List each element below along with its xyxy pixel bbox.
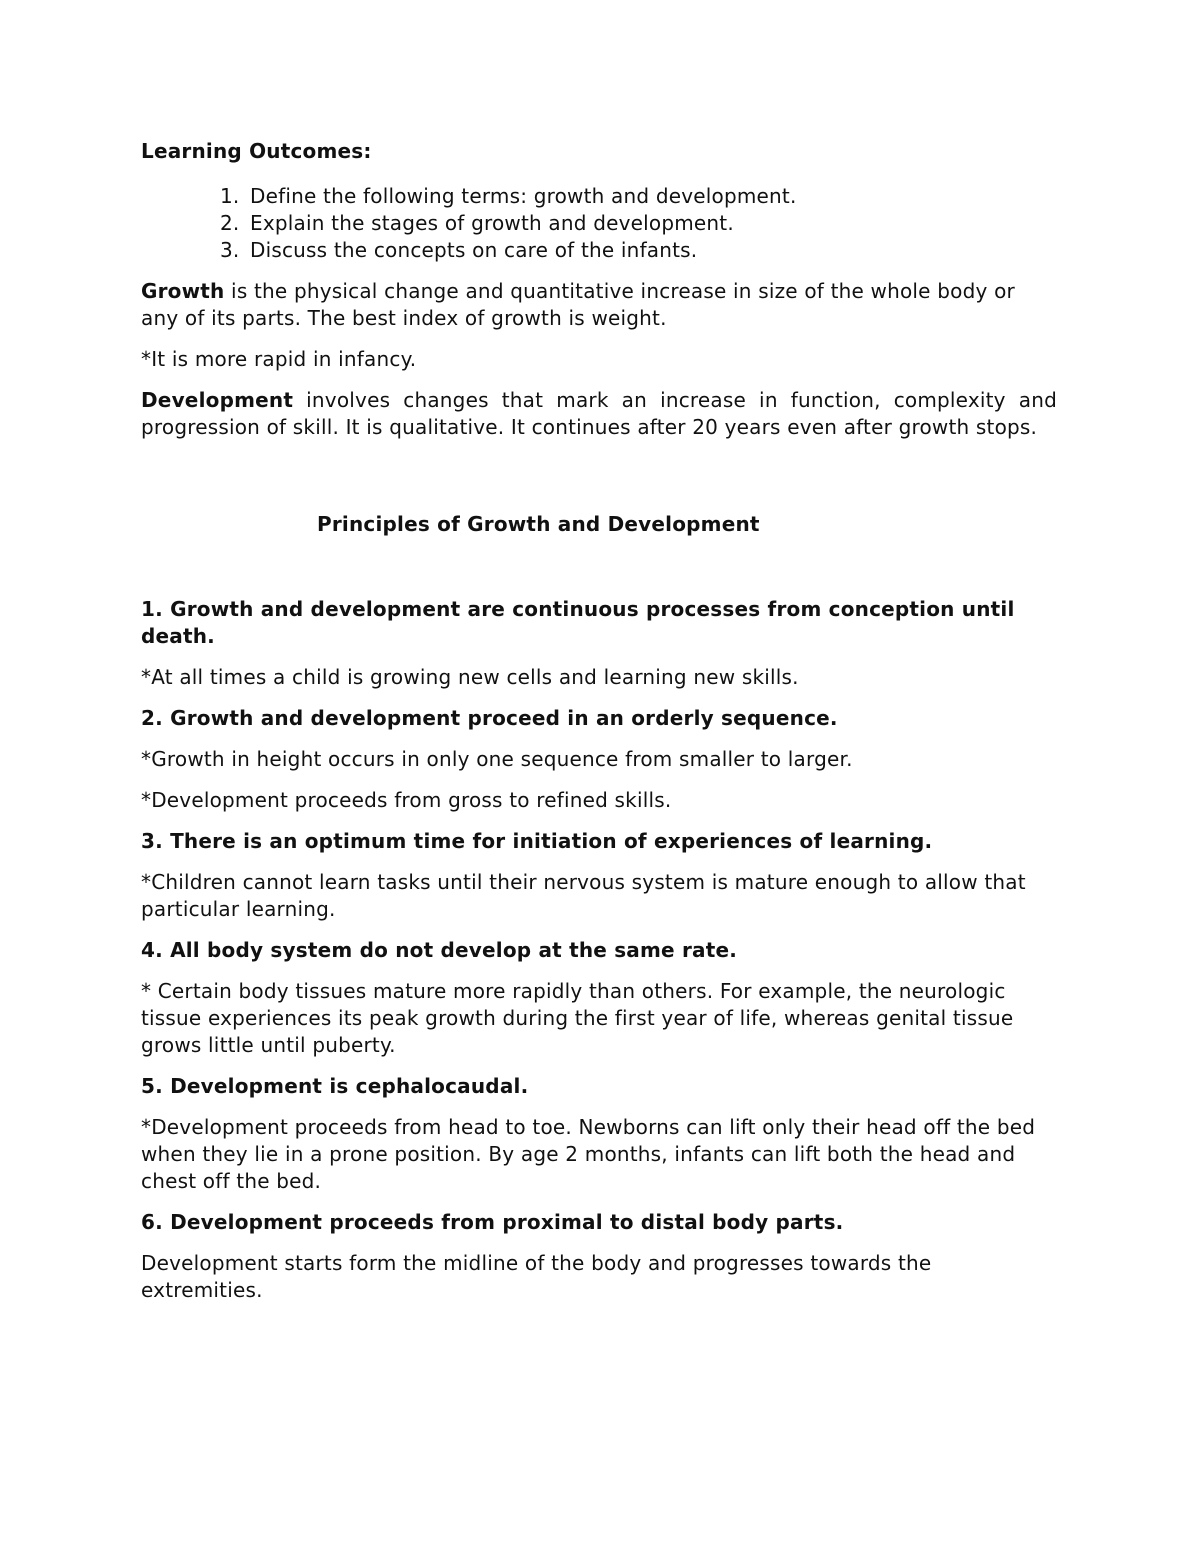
principle-heading-5: 5. Development is cephalocaudal. <box>141 1074 529 1098</box>
growth-text: is the physical change and quantitative increase in size of the whole body or any of its parts. The best index of growth is weight. <box>141 279 1015 330</box>
principle-heading-2: 2. Growth and development proceed in an orderly sequence. <box>141 706 838 730</box>
principle-note: Development starts form the midline of the body and progresses towards the extremities. <box>141 1251 932 1302</box>
list-item: 1. Define the following terms: growth and development. <box>246 183 1057 210</box>
principle-heading-4: 4. All body system do not develop at the same rate. <box>141 938 738 962</box>
development-definition <box>141 387 1057 441</box>
list-item: 2. Explain the stages of growth and development. <box>246 210 1057 237</box>
principle-heading-3: 3. There is an optimum time for initiation of experiences of learning. <box>141 829 933 853</box>
principle-note: *At all times a child is growing new cells and learning new skills. <box>141 665 799 689</box>
principle-note: *Growth in height occurs in only one sequence from smaller to larger. <box>141 747 853 771</box>
principle-heading-1: 1. Growth and development are continuous processes from conception until death. <box>141 597 1015 648</box>
learning-outcomes-list <box>141 183 1057 264</box>
learning-outcomes-heading: Learning Outcomes: <box>141 139 372 163</box>
development-text: involves changes that mark an increase in function, complexity and progression of skill. It is qualitative. It continues after 20 years even after growth stops. <box>141 388 1057 439</box>
growth-definition <box>141 278 1057 332</box>
principle-note: *Development proceeds from head to toe. Newborns can lift only their head off the bed when they lie in a prone position. By age 2 months, infants can lift both the head and chest off the bed. <box>141 1115 1036 1193</box>
list-item: 3. Discuss the concepts on care of the infants. <box>246 237 1057 264</box>
growth-term: Growth <box>141 279 225 303</box>
development-term: Development <box>141 388 294 412</box>
principle-note: *Development proceeds from gross to refined skills. <box>141 788 672 812</box>
principle-note: * Certain body tissues mature more rapidly than others. For example, the neurologic tissue experiences its peak growth during the first year of life, whereas genital tissue grows little until puberty. <box>141 979 1014 1057</box>
principle-note: *Children cannot learn tasks until their nervous system is mature enough to allow that particular learning. <box>141 870 1026 921</box>
principle-heading-6: 6. Development proceeds from proximal to distal body parts. <box>141 1210 844 1234</box>
principles-title: Principles of Growth and Development <box>317 512 760 536</box>
document-page <box>141 138 1057 1304</box>
growth-note: *It is more rapid in infancy. <box>141 347 417 371</box>
